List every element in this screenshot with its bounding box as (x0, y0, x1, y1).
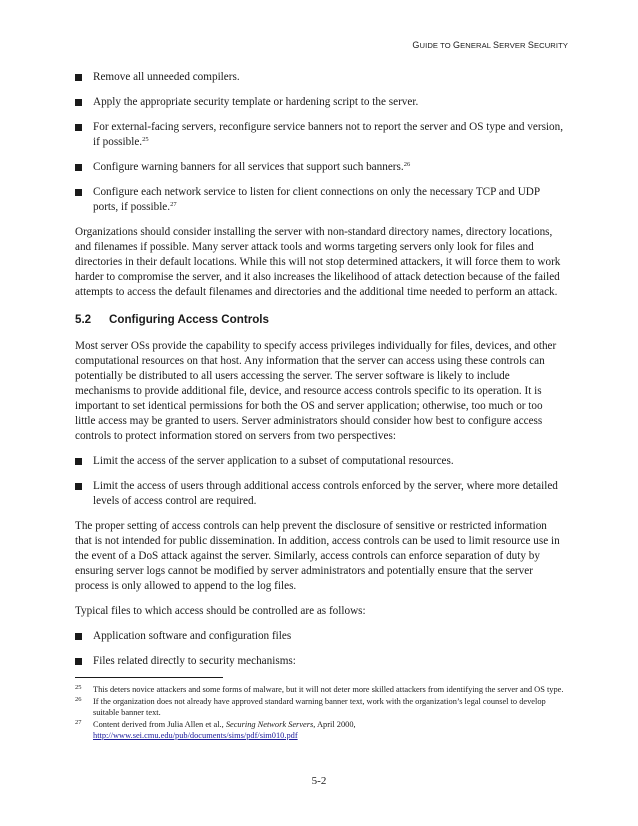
footnote-number: 27 (75, 719, 82, 726)
bullet-square-icon (75, 124, 82, 131)
footnote (75, 719, 570, 741)
footnote-cited-title: Securing Network Servers (225, 720, 314, 729)
footnote-ref[interactable]: 26 (403, 161, 411, 168)
header-text: ENERAL (460, 41, 493, 50)
bullet-text: Apply the appropriate security template or hardening script to the server. (93, 96, 419, 108)
bullet-item (75, 479, 565, 509)
header-text: S (527, 40, 534, 50)
paragraph: The proper setting of access controls can help prevent the disclosure of sensitive or restricted information that is not intended for public dissemination. In addition, access controls can be used to limit resource use in the event of a DoS attack against the server. Similarly, access controls can enforce separation of duty by ensuring server logs cannot be modified by server administrators and potentially ensure that the server process is only allowed to append to the log files. (75, 520, 560, 592)
section-number: 5.2 (75, 313, 92, 326)
bullet-item (75, 654, 565, 669)
bullet-text: Application software and configuration files (93, 630, 292, 642)
bullet-item (75, 454, 565, 469)
section-title: Configuring Access Controls (109, 313, 269, 326)
bullet-text: Files related directly to security mechanisms: (93, 655, 296, 667)
bullet-item (75, 185, 565, 215)
header-text: G (412, 40, 420, 50)
bullet-item (75, 70, 565, 85)
body-content (75, 70, 565, 679)
footnote-link[interactable]: http://www.sei.cmu.edu/pub/documents/sims/pdf/sim010.pdf (93, 731, 298, 740)
footnote-ref[interactable]: 25 (142, 136, 149, 143)
page-number: 5-2 (311, 775, 327, 787)
header-text: UIDE TO (419, 41, 453, 50)
section-heading (75, 312, 565, 327)
bullet-square-icon (75, 633, 82, 640)
bullet-text: Limit the access of the server application to a subset of computational resources. (93, 455, 454, 467)
bullet-square-icon (75, 164, 82, 171)
bullet-text: Configure warning banners for all services that support such banners. (93, 161, 404, 173)
running-header (412, 40, 568, 50)
bullet-item (75, 160, 565, 175)
footnote-ref[interactable]: 27 (170, 201, 177, 208)
header-text: ECURITY (533, 41, 568, 50)
footnote-text: , April 2000, (313, 720, 356, 729)
bullet-square-icon (75, 483, 82, 490)
header-text: S (493, 40, 500, 50)
bullet-item (75, 120, 565, 150)
header-text: G (452, 40, 461, 50)
footnote-text: If the organization does not already have approved standard warning banner text, work with the organization’s legal counsel to develop suitable banner text. (93, 697, 546, 717)
footnote-divider (75, 677, 223, 678)
bullet-text: Remove all unneeded compilers. (93, 71, 240, 83)
footnote-number: 26 (75, 696, 82, 703)
bullet-item (75, 629, 565, 644)
footnote-number: 25 (75, 684, 82, 691)
bullet-square-icon (75, 99, 82, 106)
footnote (75, 696, 570, 718)
footnote-text: Content derived from Julia Allen et al., (93, 720, 226, 729)
footnote-text: This deters novice attackers and some forms of malware, but it will not deter more skilled attackers from identifying the server and OS type. (93, 685, 564, 694)
footnotes (75, 684, 570, 742)
bullet-text: For external-facing servers, reconfigure service banners not to report the server and OS type and version, if possible. (93, 121, 564, 148)
bullet-text: Configure each network service to listen for client connections on only the necessary TCP and UDP ports, if possible. (93, 186, 540, 213)
paragraph: Most server OSs provide the capability to specify access privileges individually for files, devices, and other computational resources on that host. Any information that the server can access using these controls can potentially be distributed to all users accessing the server. The server software is likely to include mechanisms to provide additional file, device, and resource access controls specific to its operation. It is important to set identical permissions for both the OS and server application; otherwise, too much or too little access may be granted to users. Server administrators should consider how best to configure access controls to protect information stored on servers from two perspectives: (75, 340, 557, 442)
bullet-text: Limit the access of users through additional access controls enforced by the server, where more detailed levels of access control are required. (93, 480, 558, 507)
bullet-square-icon (75, 189, 82, 196)
paragraph: Organizations should consider installing the server with non-standard directory names, directory locations, and filenames if possible. Many server attack tools and worms targeting servers only look for files and directories in their default locations. While this will not stop determined attackers, it will force them to work harder to compromise the server, and it also increases the likelihood of attack detection because of the failed attempts to access the default filenames and directories and the additional time needed to perform an attack. (75, 226, 561, 298)
footnote (75, 684, 570, 695)
bullet-item (75, 95, 565, 110)
bullet-square-icon (75, 658, 82, 665)
bullet-square-icon (75, 74, 82, 81)
header-text: ERVER (499, 41, 528, 50)
bullet-square-icon (75, 458, 82, 465)
paragraph: Typical files to which access should be controlled are as follows: (75, 605, 366, 617)
